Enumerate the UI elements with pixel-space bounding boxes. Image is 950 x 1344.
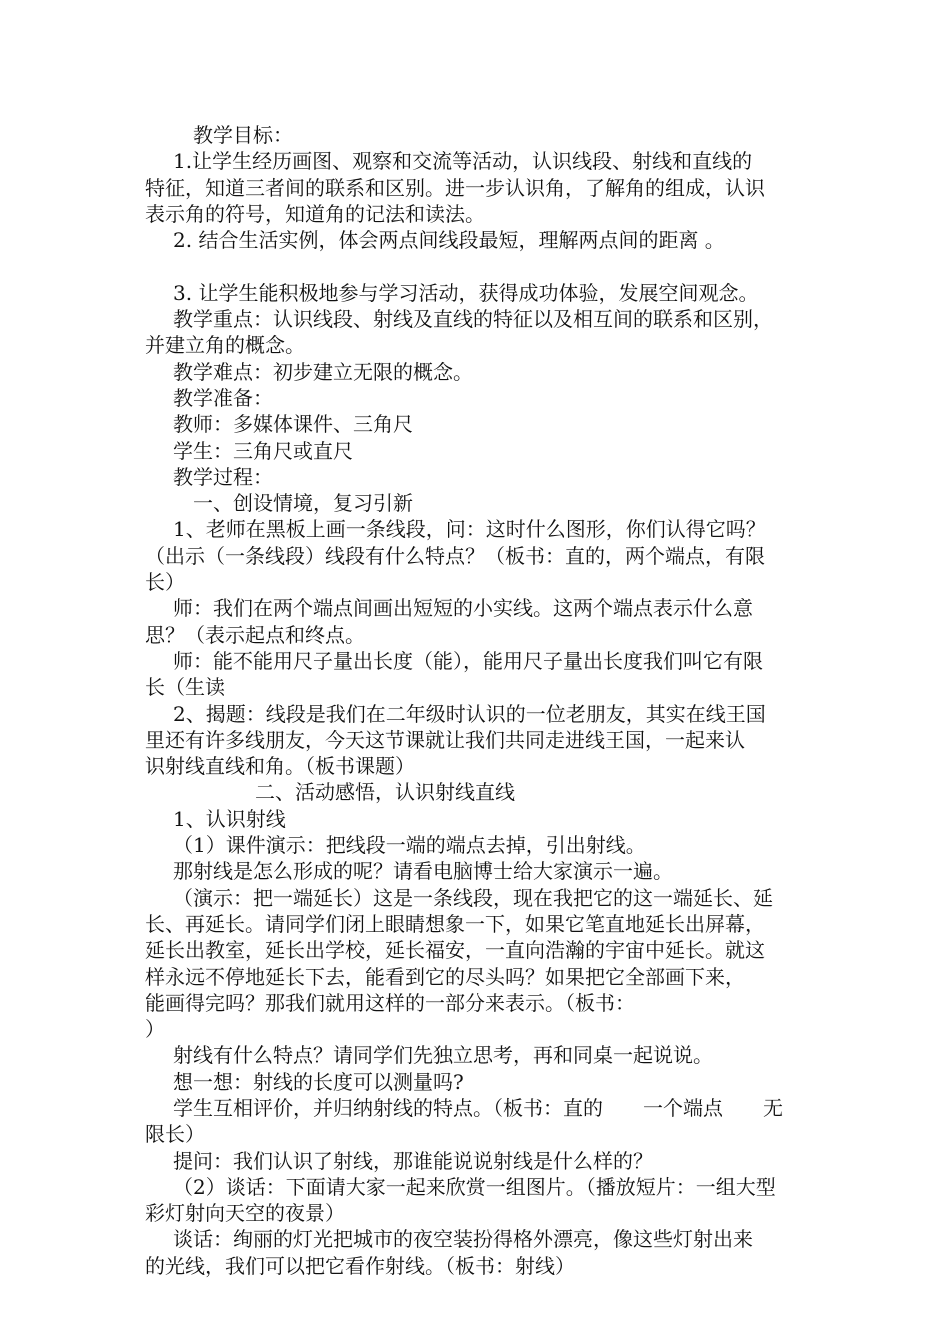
- paragraph-line: 教师：多媒体课件、三角尺: [173, 412, 413, 437]
- paragraph-line: 里还有许多线朋友，今天这节课就让我们共同走进线王国，一起来认: [145, 727, 745, 752]
- paragraph-line: 师：能不能用尺子量出长度（能），能用尺子量出长度我们叫它有限: [173, 648, 763, 673]
- paragraph-line: 延长出教室，延长出学校，延长福安，一直向浩瀚的宇宙中延长。就这: [145, 938, 765, 963]
- document-body: [145, 122, 817, 1279]
- paragraph-line: 能画得完吗？那我们就用这样的一部分来表示。（板书：: [145, 990, 635, 1015]
- text-segment: 学生互相评价，并归纳射线的特点。（板书：直的: [173, 1095, 603, 1120]
- paragraph-line: 师：我们在两个端点间画出短短的小实线。这两个端点表示什么意: [173, 596, 753, 621]
- paragraph-line: 教学过程：: [173, 464, 273, 489]
- text-segment: 一个端点: [643, 1095, 723, 1120]
- paragraph-line: 教学重点：认识线段、射线及直线的特征以及相互间的联系和区别，: [173, 307, 773, 332]
- paragraph-line: 长、再延长。请同学们闭上眼睛想象一下，如果它笔直地延长出屏幕，: [145, 911, 765, 936]
- paragraph-line: 学生：三角尺或直尺: [173, 438, 353, 463]
- paragraph-line: 思？（表示起点和终点。: [145, 622, 365, 647]
- paragraph-line: [145, 1095, 817, 1121]
- paragraph-line: （2）谈话：下面请大家一起来欣赏一组图片。（播放短片：一组大型: [173, 1174, 776, 1199]
- paragraph-line: 想一想：射线的长度可以测量吗?: [173, 1069, 464, 1094]
- paragraph-line: 2. 结合生活实例，体会两点间线段最短，理解两点间的距离 。: [173, 228, 725, 253]
- paragraph-line: 长（生读: [145, 675, 225, 700]
- section-heading: 一、创设情境，复习引新: [193, 491, 413, 516]
- paragraph-line: 长）: [145, 570, 185, 595]
- paragraph-line: 2、揭题：线段是我们在二年级时认识的一位老朋友，其实在线王国: [173, 701, 766, 726]
- paragraph-line: 的光线，我们可以把它看作射线。（板书：射线）: [145, 1253, 575, 1278]
- paragraph-line: 3. 让学生能积极地参与学习活动，获得成功体验，发展空间观念。: [173, 280, 759, 305]
- paragraph-line: （1）课件演示：把线段一端的端点去掉，引出射线。: [173, 833, 646, 858]
- paragraph-line: 1、认识射线: [173, 806, 286, 831]
- heading-teaching-goals: 教学目标：: [193, 123, 293, 147]
- paragraph-line: （出示（一条线段）线段有什么特点？（板书：直的，两个端点，有限: [145, 543, 765, 568]
- paragraph-line: 谈话：绚丽的灯光把城市的夜空装扮得格外漂亮，像这些灯射出来: [173, 1227, 753, 1252]
- paragraph-line: 限长）: [145, 1122, 205, 1147]
- paragraph-line: 识射线直线和角。（板书课题）: [145, 754, 415, 779]
- paragraph-line: 1、老师在黑板上画一条线段，问：这时什么图形，你们认得它吗？: [173, 517, 766, 542]
- blank-line: [145, 253, 817, 279]
- section-heading: 二、活动感悟，认识射线直线: [255, 780, 515, 805]
- paragraph-line: 那射线是怎么形成的呢？请看电脑博士给大家演示一遍。: [173, 859, 673, 884]
- paragraph-line: （演示：把一端延长）这是一条线段，现在我把它的这一端延长、延: [173, 885, 773, 910]
- paragraph-line: 特征，知道三者间的联系和区别。进一步认识角，了解角的组成，认识: [145, 175, 765, 200]
- paragraph-line: 教学准备：: [173, 385, 273, 410]
- paragraph-line: 射线有什么特点？请同学们先独立思考，再和同桌一起说说。: [173, 1043, 713, 1068]
- text-segment: 无: [763, 1095, 783, 1120]
- paragraph-line: 教学难点：初步建立无限的概念。: [173, 359, 473, 384]
- paragraph-line: 样永远不停地延长下去，能看到它的尽头吗？如果把它全部画下来，: [145, 964, 745, 989]
- paragraph-line: 表示角的符号，知道角的记法和读法。: [145, 201, 485, 226]
- paragraph-line: 1.让学生经历画图、观察和交流等活动，认识线段、射线和直线的: [173, 149, 753, 174]
- paragraph-line: 提问：我们认识了射线，那谁能说说射线是什么样的？: [173, 1148, 653, 1173]
- paragraph-line: 彩灯射向天空的夜景）: [145, 1201, 345, 1226]
- paragraph-line: 并建立角的概念。: [145, 333, 305, 358]
- paragraph-line: ）: [145, 1017, 165, 1042]
